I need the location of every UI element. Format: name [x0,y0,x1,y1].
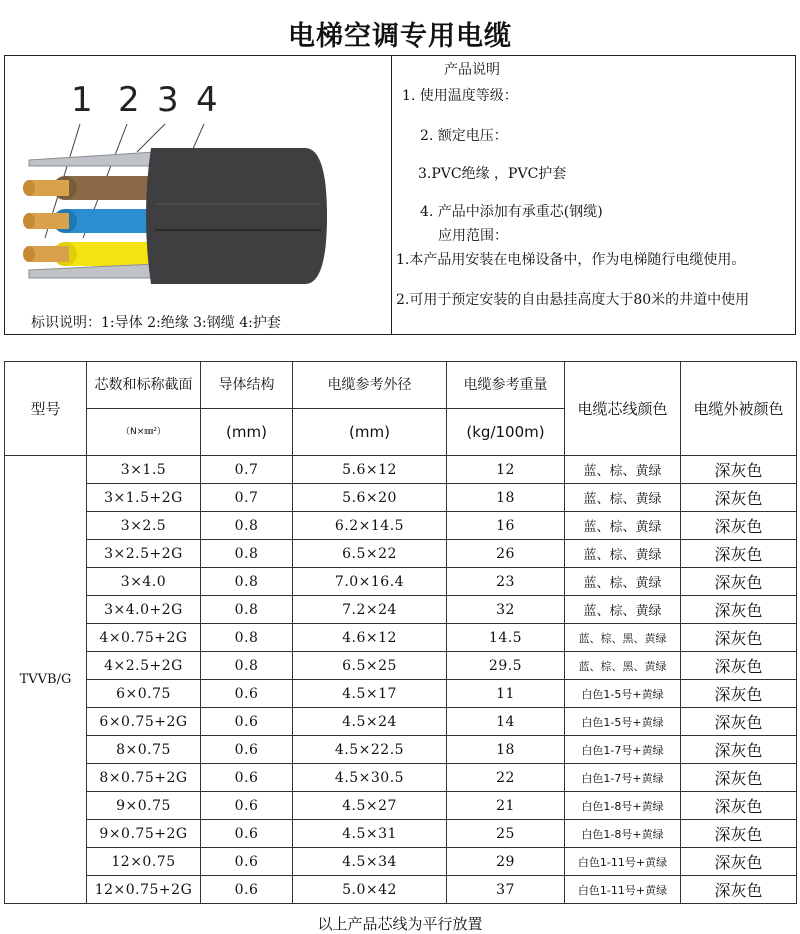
page-title: 电梯空调专用电缆 [288,21,512,52]
cell-diameter: 5.6×12 [293,456,447,484]
cell-sheath-color: 深灰色 [681,764,797,792]
cell-cores: 9×0.75 [87,792,201,820]
header-core-color: 电缆芯线颜色 [565,362,681,456]
header-weight: 电缆参考重量 [447,362,565,409]
table-row [5,736,797,764]
cell-cores: 4×2.5+2G [87,652,201,680]
cable-jacket [146,148,327,284]
cell-diameter: 4.5×34 [293,848,447,876]
label-number-1: 1 [71,80,93,120]
cell-sheath-color: 深灰色 [681,680,797,708]
cell-weight: 23 [447,568,565,596]
table-row [5,764,797,792]
cell-conductor: 0.8 [201,512,293,540]
blue-core [65,209,159,233]
steel-cable-bottom [29,264,155,278]
cell-weight: 26 [447,540,565,568]
table-row [5,820,797,848]
table-row [5,456,797,484]
brown-core [65,176,159,200]
cell-core-color: 白色1-11号+黄绿 [565,848,681,876]
cell-cores: 3×2.5+2G [87,540,201,568]
cell-diameter: 4.5×22.5 [293,736,447,764]
cell-cores: 12×0.75+2G [87,876,201,904]
cell-cores: 3×2.5 [87,512,201,540]
cell-cores: 3×4.0+2G [87,596,201,624]
cell-sheath-color: 深灰色 [681,512,797,540]
cell-weight: 16 [447,512,565,540]
cell-sheath-color: 深灰色 [681,876,797,904]
cell-conductor: 0.6 [201,680,293,708]
cell-diameter: 4.5×27 [293,792,447,820]
table-row [5,792,797,820]
cell-conductor: 0.6 [201,736,293,764]
table-row [5,652,797,680]
cell-sheath-color: 深灰色 [681,624,797,652]
table-row [5,624,797,652]
cell-conductor: 0.6 [201,792,293,820]
cell-cores: 3×1.5 [87,456,201,484]
cell-weight: 37 [447,876,565,904]
cell-sheath-color: 深灰色 [681,568,797,596]
cell-weight: 11 [447,680,565,708]
header-conductor-unit: (mm) [201,409,293,456]
cell-sheath-color: 深灰色 [681,652,797,680]
cell-conductor: 0.7 [201,456,293,484]
cell-sheath-color: 深灰色 [681,820,797,848]
cell-core-color: 蓝、棕、黄绿 [565,568,681,596]
cell-sheath-color: 深灰色 [681,456,797,484]
description-item-3: 3.PVC绝缘 ，PVC护套 [418,166,567,182]
cell-cores: 4×0.75+2G [87,624,201,652]
cell-weight: 14.5 [447,624,565,652]
cell-weight: 14 [447,708,565,736]
table-row [5,596,797,624]
table-row [5,876,797,904]
cell-weight: 18 [447,736,565,764]
header-conductor: 导体结构 [201,362,293,409]
cell-weight: 22 [447,764,565,792]
cell-sheath-color: 深灰色 [681,540,797,568]
label-number-4: 4 [196,80,218,120]
cell-diameter: 5.0×42 [293,876,447,904]
cell-conductor: 0.8 [201,624,293,652]
yellow-core [65,242,159,266]
cell-diameter: 4.5×31 [293,820,447,848]
cell-weight: 32 [447,596,565,624]
spec-table [4,361,797,904]
header-cores: 芯数和标称截面 [87,362,201,409]
table-row [5,848,797,876]
header-cores-unit: （N×㎜²） [87,409,201,456]
cell-core-color: 白色1-8号+黄绿 [565,820,681,848]
table-row [5,708,797,736]
steel-cable-top [29,152,155,166]
cell-core-color: 白色1-5号+黄绿 [565,680,681,708]
header-weight-unit: (kg/100m) [447,409,565,456]
product-description [392,56,795,334]
cell-core-color: 蓝、棕、黄绿 [565,540,681,568]
footer-note: 以上产品芯线为平行放置 [317,915,483,933]
cell-conductor: 0.6 [201,876,293,904]
cell-diameter: 4.5×30.5 [293,764,447,792]
cell-diameter: 4.5×17 [293,680,447,708]
description-item-1: 1. 使用温度等级： [402,88,518,104]
cell-diameter: 6.2×14.5 [293,512,447,540]
legend-text: 标识说明：1:导体 2:绝缘 3:钢缆 4:护套 [31,315,281,331]
cell-core-color: 白色1-8号+黄绿 [565,792,681,820]
cell-conductor: 0.6 [201,848,293,876]
cell-cores: 9×0.75+2G [87,820,201,848]
cell-weight: 29 [447,848,565,876]
cell-weight: 18 [447,484,565,512]
header-model: 型号 [5,362,87,456]
cable-illustration [5,56,391,306]
table-row [5,680,797,708]
cell-core-color: 白色1-5号+黄绿 [565,708,681,736]
product-overview [4,55,796,335]
cable-diagram [5,56,392,334]
scope-heading: 应用范围： [438,228,508,244]
table-row [5,512,797,540]
cell-diameter: 6.5×25 [293,652,447,680]
header-diameter: 电缆参考外径 [293,362,447,409]
cell-diameter: 7.2×24 [293,596,447,624]
header-sheath-color: 电缆外被颜色 [681,362,797,456]
leader-line-3 [137,124,165,152]
cell-core-color: 蓝、棕、黑、黄绿 [565,652,681,680]
cell-weight: 21 [447,792,565,820]
description-heading: 产品说明 [444,62,500,78]
scope-item-2: 2.可用于预定安装的自由悬挂高度大于80米的井道中使用 [396,292,750,308]
cell-weight: 25 [447,820,565,848]
cell-conductor: 0.6 [201,764,293,792]
cell-core-color: 白色1-11号+黄绿 [565,876,681,904]
cell-sheath-color: 深灰色 [681,708,797,736]
cell-diameter: 7.0×16.4 [293,568,447,596]
label-number-3: 3 [157,80,179,120]
cell-core-color: 蓝、棕、黄绿 [565,596,681,624]
cell-conductor: 0.6 [201,708,293,736]
cell-conductor: 0.6 [201,820,293,848]
cell-diameter: 6.5×22 [293,540,447,568]
cell-core-color: 蓝、棕、黄绿 [565,484,681,512]
cell-conductor: 0.8 [201,652,293,680]
cell-sheath-color: 深灰色 [681,792,797,820]
model-cell: TVVB/G [5,456,87,904]
copper-conductor [23,180,35,196]
cell-conductor: 0.8 [201,540,293,568]
cell-core-color: 蓝、棕、黄绿 [565,512,681,540]
cell-conductor: 0.7 [201,484,293,512]
cell-core-color: 蓝、棕、黑、黄绿 [565,624,681,652]
cell-sheath-color: 深灰色 [681,848,797,876]
cell-core-color: 蓝、棕、黄绿 [565,456,681,484]
cell-sheath-color: 深灰色 [681,484,797,512]
cell-cores: 6×0.75 [87,680,201,708]
table-row [5,484,797,512]
cell-sheath-color: 深灰色 [681,596,797,624]
cell-cores: 3×4.0 [87,568,201,596]
cell-cores: 12×0.75 [87,848,201,876]
cell-cores: 8×0.75 [87,736,201,764]
table-row [5,540,797,568]
cell-cores: 8×0.75+2G [87,764,201,792]
spec-table-body [5,456,797,904]
cell-conductor: 0.8 [201,568,293,596]
label-number-2: 2 [118,80,140,120]
cell-diameter: 4.6×12 [293,624,447,652]
cell-weight: 29.5 [447,652,565,680]
cell-cores: 6×0.75+2G [87,708,201,736]
description-item-4: 4. 产品中添加有承重芯(钢缆) [420,204,603,220]
cell-diameter: 4.5×24 [293,708,447,736]
cell-sheath-color: 深灰色 [681,736,797,764]
cell-core-color: 白色1-7号+黄绿 [565,736,681,764]
header-diameter-unit: (mm) [293,409,447,456]
cell-weight: 12 [447,456,565,484]
cell-diameter: 5.6×20 [293,484,447,512]
cell-cores: 3×1.5+2G [87,484,201,512]
cell-conductor: 0.8 [201,596,293,624]
scope-item-1: 1.本产品用安装在电梯设备中，作为电梯随行电缆使用。 [396,252,746,268]
cell-core-color: 白色1-7号+黄绿 [565,764,681,792]
description-item-2: 2. 额定电压： [420,128,508,144]
table-row [5,568,797,596]
